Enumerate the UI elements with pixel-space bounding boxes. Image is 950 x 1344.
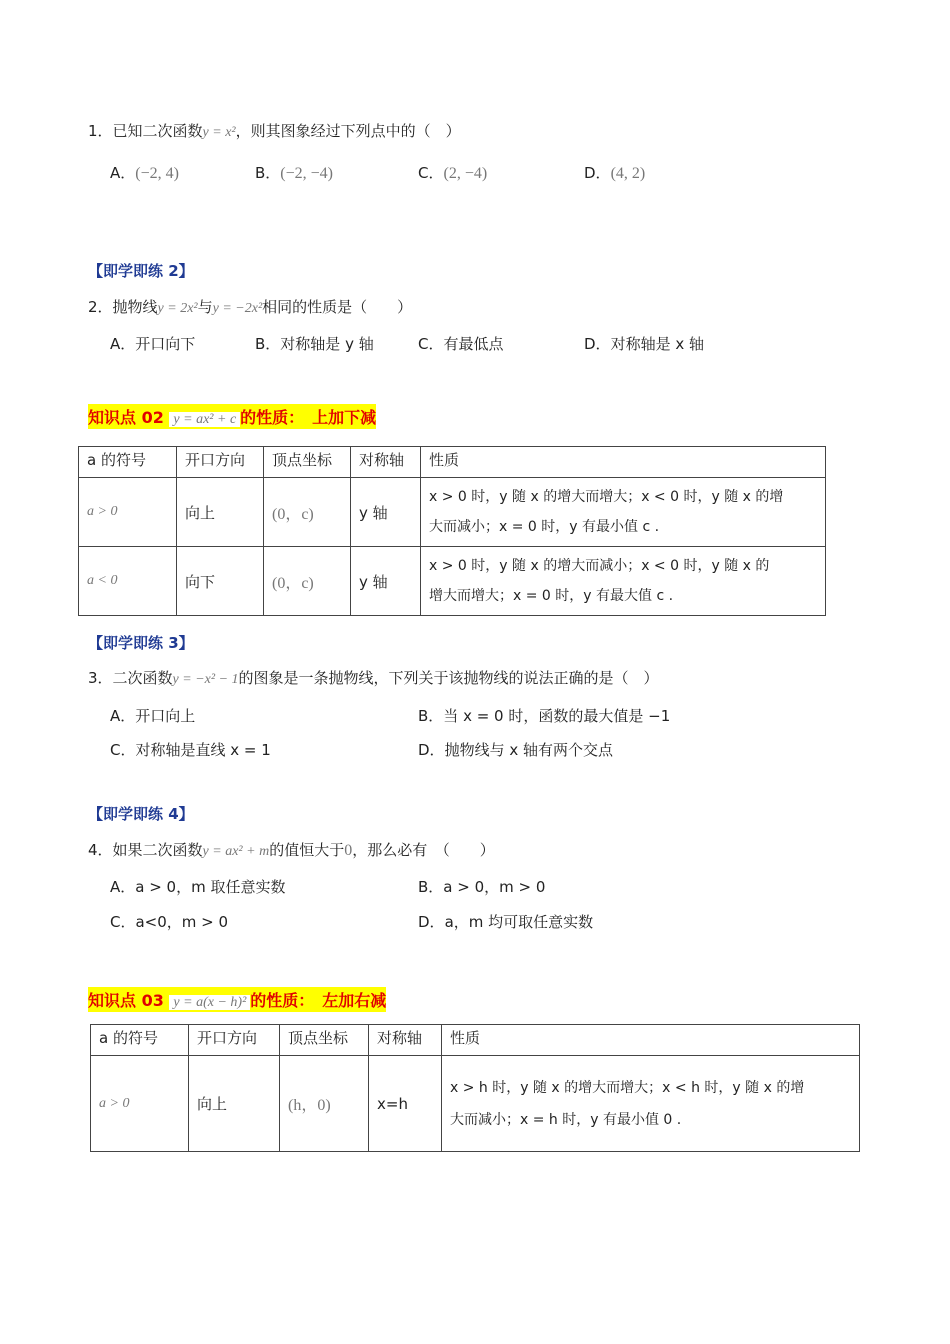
q1-option-b[interactable]: B．(−2, −4)	[255, 164, 333, 182]
q3-option-c[interactable]: C．对称轴是直线 x = 1	[110, 741, 271, 759]
table-row: a < 0 向下 (0，c) y 轴 x > 0 时，y 随 x 的增大而减小；x < 0 时，y 随 x 的 增大而增大；x = 0 时，y 有最大值 c .	[79, 547, 826, 616]
q3-option-b[interactable]: B．当 x = 0 时，函数的最大值是 −1	[418, 707, 671, 725]
q1-option-a[interactable]: A．(−2, 4)	[110, 164, 179, 182]
ex4-header: 【即学即练 4】	[88, 805, 194, 823]
q1-option-d[interactable]: D．(4, 2)	[584, 164, 646, 182]
q2-option-d[interactable]: D．对称轴是 x 轴	[584, 335, 704, 353]
q1-formula: y = x²	[202, 125, 236, 140]
kp2-table	[78, 446, 826, 616]
q1-stem: 1．已知二次函数y = x²，则其图象经过下列点中的（ ）	[88, 122, 461, 140]
q2-option-b[interactable]: B．对称轴是 y 轴	[255, 335, 374, 353]
q2-option-a[interactable]: A．开口向下	[110, 335, 196, 353]
table-header-row: a 的符号 开口方向 顶点坐标 对称轴 性质	[79, 447, 826, 478]
ex3-header: 【即学即练 3】	[88, 634, 194, 652]
kp3-table	[90, 1024, 860, 1152]
q3-option-d[interactable]: D．抛物线与 x 轴有两个交点	[418, 741, 613, 759]
q1-option-c[interactable]: C．(2, −4)	[418, 164, 488, 182]
ex2-header: 【即学即练 2】	[88, 262, 194, 280]
q2-option-c[interactable]: C．有最低点	[418, 335, 504, 353]
q4-stem: 4．如果二次函数y = ax² + m的值恒大于0，那么必有 （ ）	[88, 841, 495, 859]
q4-option-a[interactable]: A．a > 0，m 取任意实数	[110, 878, 286, 896]
table-row: a > 0 向上 (0，c) y 轴 x > 0 时，y 随 x 的增大而增大；x < 0 时，y 随 x 的增 大而减小；x = 0 时，y 有最小值 c .	[79, 478, 826, 547]
q4-option-c[interactable]: C．a<0，m > 0	[110, 913, 229, 931]
table-header-row: a 的符号 开口方向 顶点坐标 对称轴 性质	[91, 1025, 860, 1056]
q3-stem: 3．二次函数y = −x² − 1的图象是一条抛物线，下列关于该抛物线的说法正确的是（ ）	[88, 669, 659, 687]
table-row: a > 0 向上 (h，0) x=h x > h 时，y 随 x 的增大而增大；x < h 时，y 随 x 的增 大而减小；x = h 时，y 有最小值 0 .	[91, 1056, 860, 1152]
q4-option-b[interactable]: B．a > 0，m > 0	[418, 878, 546, 896]
q4-option-d[interactable]: D．a，m 均可取任意实数	[418, 913, 594, 931]
q2-stem: 2．抛物线y = 2x²与y = −2x²相同的性质是（ ）	[88, 298, 413, 316]
q3-option-a[interactable]: A．开口向上	[110, 707, 196, 725]
kp3-title: 知识点 03 y = a(x − h)² 的性质： 左加右减	[88, 987, 386, 1012]
kp2-title: 知识点 02 y = ax² + c 的性质： 上加下减	[88, 404, 376, 429]
